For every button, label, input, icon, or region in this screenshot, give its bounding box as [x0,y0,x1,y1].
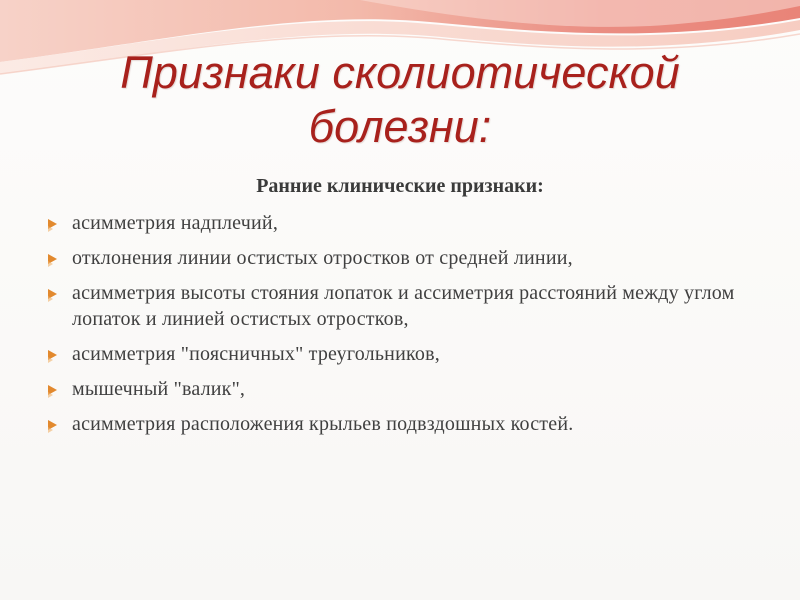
list-item [46,341,746,367]
triangle-arrow-icon [48,289,57,299]
list-item [46,210,746,236]
list-item [46,411,746,437]
slide-title-line1: Признаки сколиотической [120,47,680,98]
list-item-text: асимметрия "поясничных" треугольников, [72,343,440,365]
triangle-arrow-icon [48,219,57,229]
triangle-arrow-icon [48,385,57,395]
slide-title-line2: болезни: [308,101,492,152]
triangle-arrow-icon [48,254,57,264]
slide-title [0,46,800,154]
list-item-text: асимметрия надплечий, [72,212,279,234]
list-item-text: мышечный "валик", [72,378,246,400]
list-item [46,245,746,271]
symptom-list [46,210,746,446]
list-item-text: асимметрия расположения крыльев подвздошных костей. [72,413,574,435]
list-item [46,280,746,332]
triangle-arrow-icon [48,420,57,430]
list-item-text: асимметрия высоты стояния лопаток и ассиметрия расстояний между углом лопаток и линией остистых отростков, [72,282,735,330]
list-item [46,376,746,402]
triangle-arrow-icon [48,350,57,360]
section-subtitle: Ранние клинические признаки: [256,175,544,197]
list-item-text: отклонения линии остистых отростков от средней линии, [72,247,573,269]
